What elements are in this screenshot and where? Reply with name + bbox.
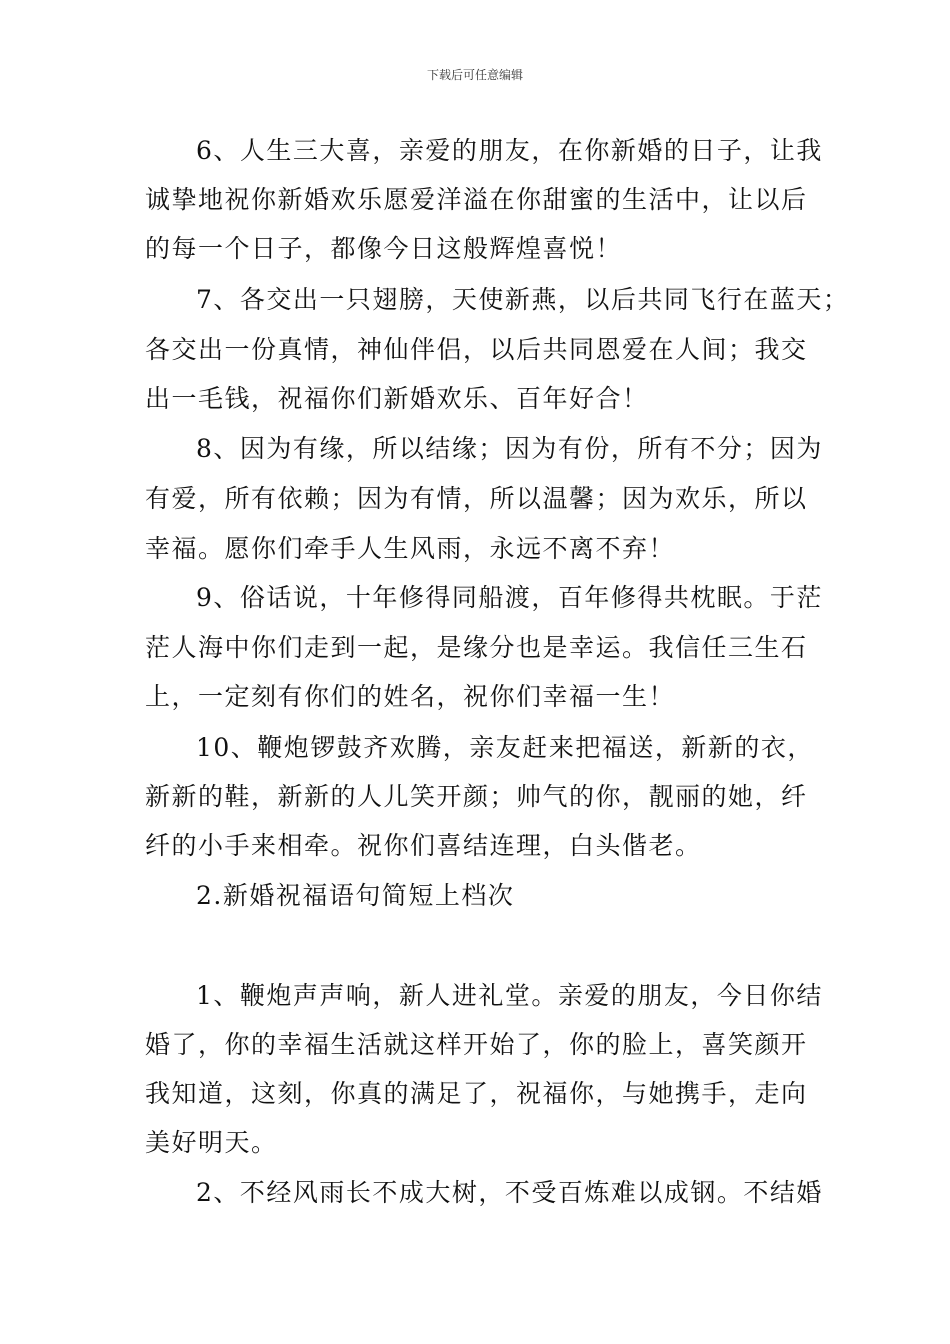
text-line: 的每一个日子，都像今日这般辉煌喜悦！ [145,234,623,263]
header-note: 下载后可任意编辑 [426,68,523,82]
text-line: 8、因为有缘，所以结缘；因为有份，所有不分；因为 [196,434,823,463]
text-line: 各交出一份真情，神仙伴侣，以后共同恩爱在人间；我交 [145,335,808,364]
text-line: 诚挚地祝你新婚欢乐愿爱洋溢在你甜蜜的生活中，让以后 [145,185,808,214]
text-line: 婚了，你的幸福生活就这样开始了，你的脸上，喜笑颜开 [145,1030,808,1059]
text-line: 美好明天。 [145,1128,278,1157]
text-line: 出一毛钱，祝福你们新婚欢乐、百年好合！ [145,384,649,413]
text-line: 有爱，所有依赖；因为有情，所以温馨；因为欢乐，所以 [145,484,808,513]
text-line: 新新的鞋，新新的人儿笑开颜；帅气的你，靓丽的她，纤 [145,782,808,811]
text-line: 我知道，这刻，你真的满足了，祝福你，与她携手，走向 [145,1079,808,1108]
text-line: 7、各交出一只翅膀，天使新燕，以后共同飞行在蓝天； [196,285,850,314]
text-line: 幸福。愿你们牵手人生风雨，永远不离不弃！ [145,534,676,563]
section-heading: 2.新婚祝福语句简短上档次 [196,881,515,910]
text-line: 9、俗话说，十年修得同船渡，百年修得共枕眠。于茫 [196,583,823,612]
text-line: 上，一定刻有你们的姓名，祝你们幸福一生！ [145,682,676,711]
text-line: 6、人生三大喜，亲爱的朋友，在你新婚的日子，让我 [196,136,823,165]
text-line: 1、鞭炮声声响，新人进礼堂。亲爱的朋友，今日你结 [196,981,823,1010]
text-line: 茫人海中你们走到一起，是缘分也是幸运。我信任三生石 [145,633,808,662]
text-line: 10、鞭炮锣鼓齐欢腾，亲友赶来把福送，新新的衣， [196,733,814,762]
text-line: 纤的小手来相牵。祝你们喜结连理，白头偕老。 [145,831,702,860]
text-line: 2、不经风雨长不成大树，不受百炼难以成钢。不结婚 [196,1178,823,1207]
